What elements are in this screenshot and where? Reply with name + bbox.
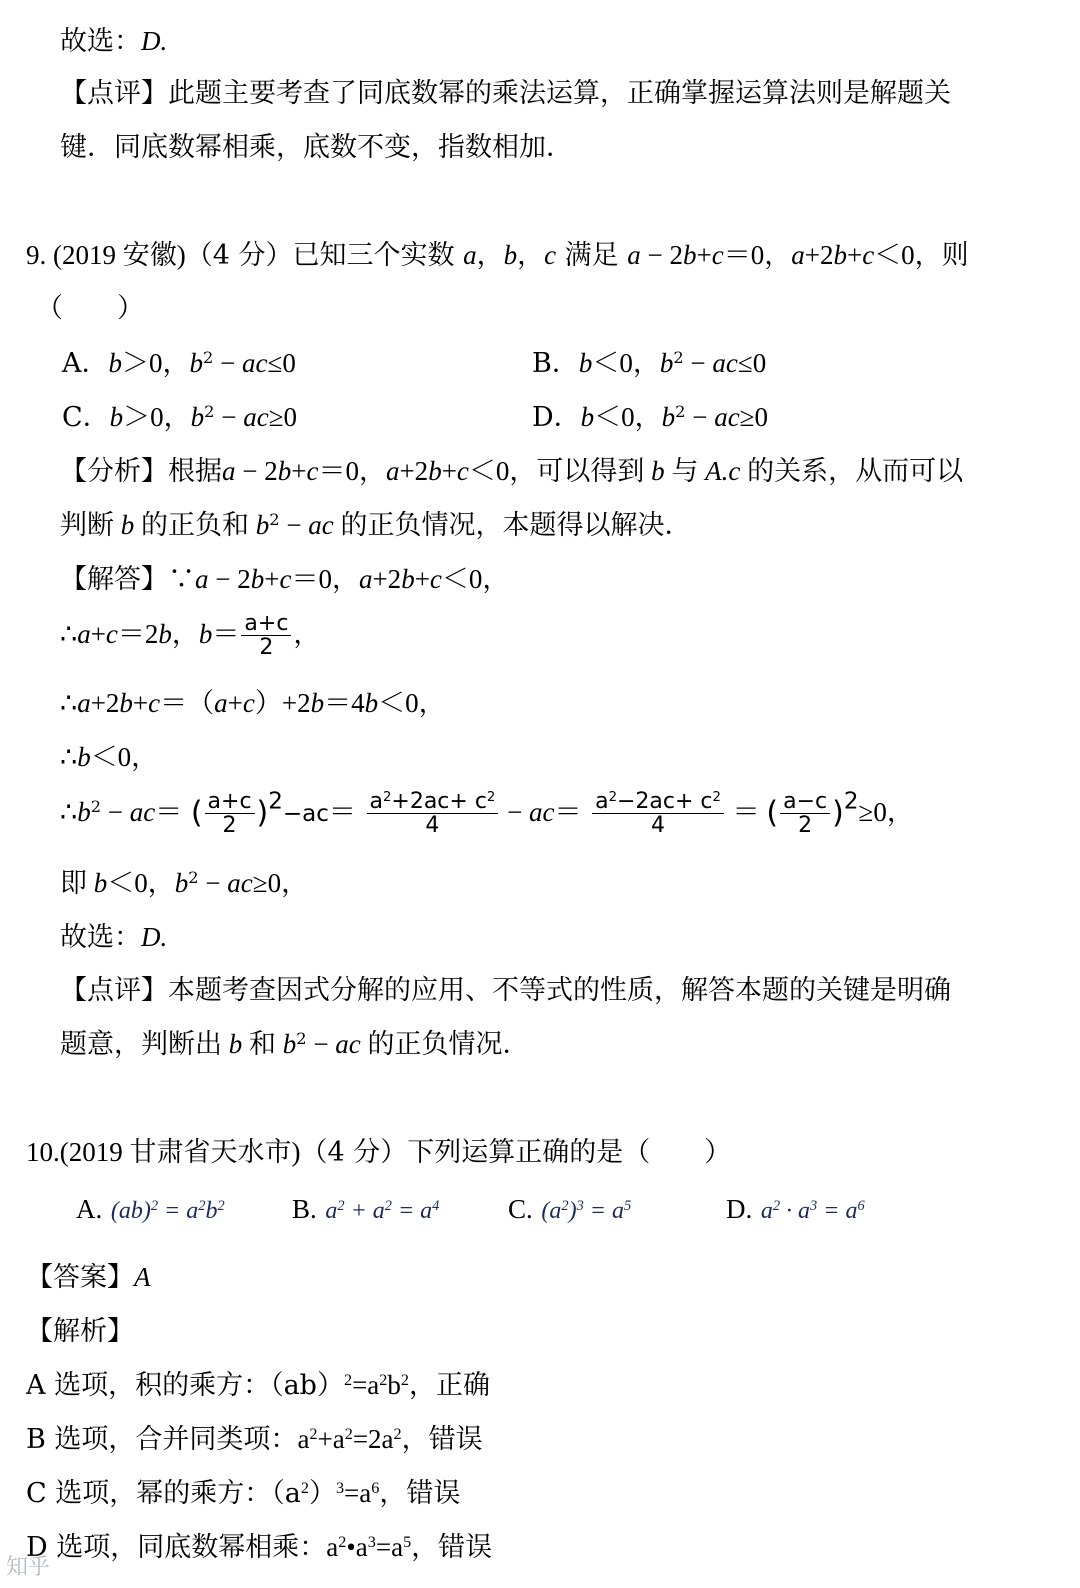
- prev-comment-line2: 键．同底数幂相乘，底数不变，指数相加．: [60, 132, 573, 163]
- q9-number: 9. (2019 安徽): [26, 240, 186, 270]
- q10-option-b: B. $a^2 + a^2 = a^4$: [292, 1194, 440, 1224]
- q9-score: （4 分）已知三个实数: [185, 240, 455, 271]
- q10-explain-b: B 选项，合并同类项：$a^2+a^2=2a^2$，错误: [26, 1424, 483, 1455]
- q9-conclusion: 即 b＜0，$b^2 - ac\ge 0$，: [60, 868, 309, 899]
- q9-analysis-line1: 【分析】根据a − 2b+c＝0，a+2b+c＜0，可以得到 b 与 A.c 的关系，从而可以: [60, 456, 964, 487]
- q10-number: 10.(2019 甘肃省天水市): [26, 1137, 301, 1167]
- watermark-logo: 知乎: [6, 1555, 51, 1580]
- q10-stem: [26, 1139, 731, 1166]
- q9-option-b: B．b＜0，$b^2 - ac\le 0$: [532, 348, 767, 379]
- prev-comment-line1: 【点评】此题主要考查了同底数幂的乘法运算，正确掌握运算法则是解题关: [60, 78, 951, 109]
- q10-explain-d: D 选项，同底数幂相乘：$a^2•a^3=a^5$，错误: [26, 1532, 493, 1563]
- q10-option-c: C. $(a^2)^3 = a^5$: [508, 1194, 632, 1224]
- q10-explain-label: 【解析】: [26, 1316, 134, 1347]
- q9-bracket: （ ）: [36, 293, 144, 324]
- q10-explain-c: C 选项，幂的乘方：$(a^2)^3=a^6$，错误: [26, 1478, 461, 1509]
- q10-explain-a: A 选项，积的乘方：$(ab)^2=a^2b^2$，正确: [26, 1370, 490, 1401]
- q9-stem: 9. (2019 安徽)（4 分）已知三个实数 a，b，c 满足 a − 2b+c＝0，a+2b+c＜0，则: [26, 240, 969, 271]
- q9-solution-line1: 【解答】∵a − 2b+c＝0，a+2b+c＜0，: [60, 564, 510, 595]
- prev-answer-line: [60, 28, 167, 55]
- q10-stem-text: （4 分）下列运算正确的是（ ）: [300, 1137, 732, 1168]
- q9-option-d: D．b＜0，$b^2 - ac\ge 0$: [532, 402, 769, 433]
- q9-answer-line: 故选：D.: [60, 922, 168, 953]
- q9-analysis-line2: 判断 b 的正负和 $b^2$ − ac 的正负情况，本题得以解决．: [60, 510, 692, 541]
- q9-comment-line2: 题意，判断出 b 和 $b^2$ − ac 的正负情况．: [60, 1029, 530, 1060]
- q10-option-d: D. $a^2 \cdot a^3 = a^6$: [726, 1194, 865, 1224]
- q10-answer-line: 【答案】A: [26, 1262, 151, 1293]
- q9-option-a: A．b＞0，$b^2 - ac\le 0$: [62, 348, 296, 379]
- q9-solution-line2: ∴a+c＝2b，b＝ $\frac{a+c}{2}$ ，: [60, 611, 321, 661]
- q9-solution-line4: ∴b＜0，: [60, 742, 159, 773]
- q9-solution-line3: ∴a+2b+c＝（a+c）+2b＝4b＜0，: [60, 688, 446, 719]
- q9-option-c: C．b＞0，$b^2 - ac\ge 0$: [62, 402, 298, 433]
- q9-comment-line1: 【点评】本题考查因式分解的应用、不等式的性质，解答本题的关键是明确: [60, 975, 951, 1006]
- q9-solution-line5: $\therefore b^2 - ac=$ ( $\frac{a+c}{2}$ )$^2$−ac＝ $\frac{a^2+2ac+ c^2}{4}$ − ac＝ $\frac{a^2-2ac+ c^2}{4}$ ＝ ( $\frac{a-c}{2}$ )$^2$≥0，: [60, 788, 914, 839]
- answer-prefix: 故选：: [60, 26, 141, 57]
- answer-value: D.: [141, 26, 168, 56]
- q10-option-a: A. $(ab)^2 = a^2b^2$: [76, 1194, 225, 1224]
